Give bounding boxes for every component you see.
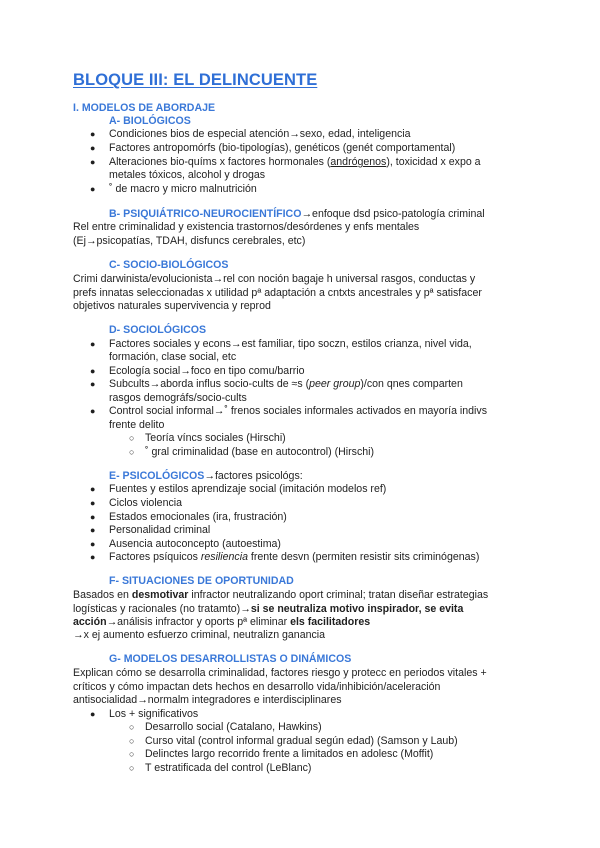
sub-list-item: Teoría víncs sociales (Hirschi) xyxy=(145,432,286,444)
bullet-icon: ● xyxy=(90,379,96,389)
bullet-icon: ● xyxy=(90,525,96,535)
circle-bullet-icon: ○ xyxy=(129,433,135,443)
sub-list-item: Curso vital (control informal gradual según edad) (Samson y Laub) xyxy=(145,735,458,747)
circle-bullet-icon: ○ xyxy=(129,763,135,773)
list-item: Ausencia autoconcepto (autoestima) xyxy=(109,538,281,550)
list-item: ˚ de macro y micro malnutrición xyxy=(109,183,257,195)
list-item: Ciclos violencia xyxy=(109,497,183,509)
paragraph-line: Explican cómo se desarrolla criminalidad, factores riesgo y protecc en periodos vitales + xyxy=(73,667,487,679)
paragraph-line: Rel entre criminalidad y existencia trastornos/desórdenes y enfs mentales xyxy=(73,221,420,233)
list-item: Factores sociales y econs→est familiar, tipo soczn, estilos crianza, nivel vida, xyxy=(109,338,472,350)
sub-list-item: T estratificada del control (LeBlanc) xyxy=(145,762,312,774)
circle-bullet-icon: ○ xyxy=(129,447,135,457)
heading-psicologicos: E- PSICOLÓGICOS→factores psicológs: xyxy=(109,470,303,482)
list-item-continuation: rasgos demográfs/socio-cults xyxy=(109,392,247,404)
list-item: Ecología social→foco en tipo comu/barrio xyxy=(109,365,305,377)
list-item: Fuentes y estilos aprendizaje social (imitación modelos ref) xyxy=(109,483,387,495)
paragraph-line: logísticas y racionales (no tratamto)→si se neutraliza motivo inspirador, se evita xyxy=(73,603,464,615)
bullet-icon: ● xyxy=(90,552,96,562)
paragraph-line: acción→análisis infractor y oports pª eliminar els facilitadores xyxy=(73,616,371,628)
bullet-icon: ● xyxy=(90,184,96,194)
sub-list-item: Desarrollo social (Catalano, Hawkins) xyxy=(145,721,322,733)
bullet-icon: ● xyxy=(90,484,96,494)
heading-biologicos: A- BIOLÓGICOS xyxy=(109,115,191,127)
list-item: Factores psíquicos resiliencia frente desvn (permiten resistir sits criminógenas) xyxy=(109,551,480,563)
list-item: Subcults→aborda influs socio-cults de ≈s (peer group)/con qnes comparten xyxy=(109,378,463,390)
list-item: Factores antropomórfs (bio-tipologías), genéticos (genét comportamental) xyxy=(109,142,456,154)
page-title: BLOQUE III: EL DELINCUENTE xyxy=(73,71,318,89)
bullet-icon: ● xyxy=(90,157,96,167)
heading-psiquiatrico: B- PSIQUIÁTRICO-NEUROCIENTÍFICO→enfoque dsd psico-patología criminal xyxy=(109,208,485,220)
bullet-icon: ● xyxy=(90,406,96,416)
paragraph-line: (Ej→psicopatías, TDAH, disfuncs cerebrales, etc) xyxy=(73,235,306,247)
list-item-continuation: frente delito xyxy=(109,419,165,431)
list-item-continuation: metales tóxicos, alcohol y drogas xyxy=(109,169,266,181)
paragraph-line: Basados en desmotivar infractor neutralizando oport criminal; tratan diseñar estrategias xyxy=(73,589,489,601)
list-item: Alteraciones bio-químs x factores hormonales (andrógenos), toxicidad x expo a xyxy=(109,156,481,168)
sub-list-item: Delinctes largo recorrido frente a limitados en adolesc (Moffit) xyxy=(145,748,434,760)
bullet-icon: ● xyxy=(90,512,96,522)
bullet-icon: ● xyxy=(90,366,96,376)
paragraph-line: prefs innatas seleccionadas x utilidad pª adaptación a cntxts ancestrales y pª satisfacer xyxy=(73,287,482,299)
heading-oportunidad: F- SITUACIONES DE OPORTUNIDAD xyxy=(109,575,294,587)
bullet-icon: ● xyxy=(90,339,96,349)
bullet-icon: ● xyxy=(90,539,96,549)
circle-bullet-icon: ○ xyxy=(129,722,135,732)
paragraph-line: críticos y cómo impactan dets hechos en desarrollo vida/inhibición/aceleración xyxy=(73,681,441,693)
circle-bullet-icon: ○ xyxy=(129,736,135,746)
list-item-continuation: formación, clase social, etc xyxy=(109,351,237,363)
list-item: Los + significativos xyxy=(109,708,199,720)
heading-sociologicos: D- SOCIOLÓGICOS xyxy=(109,324,207,336)
list-item: Personalidad criminal xyxy=(109,524,211,536)
list-item: Estados emocionales (ira, frustración) xyxy=(109,511,287,523)
heading-desarrollistas: G- MODELOS DESARROLLISTAS O DINÁMICOS xyxy=(109,653,352,665)
section-heading-models: I. MODELOS DE ABORDAJE xyxy=(73,102,216,114)
paragraph-line: →x ej aumento esfuerzo criminal, neutralizn ganancia xyxy=(73,629,326,641)
bullet-icon: ● xyxy=(90,143,96,153)
list-item: Condiciones bios de especial atención→sexo, edad, inteligencia xyxy=(109,128,411,140)
paragraph-line: Crimi darwinista/evolucionista→rel con noción bagaje h universal rasgos, conductas y xyxy=(73,273,476,285)
bullet-icon: ● xyxy=(90,129,96,139)
bullet-icon: ● xyxy=(90,498,96,508)
bullet-icon: ● xyxy=(90,709,96,719)
circle-bullet-icon: ○ xyxy=(129,749,135,759)
paragraph-line: antisocialidad→normalm integradores e interdisciplinares xyxy=(73,694,342,706)
sub-list-item: ˚ gral criminalidad (base en autocontrol) (Hirschi) xyxy=(145,446,375,458)
heading-socio-biologicos: C- SOCIO-BIOLÓGICOS xyxy=(109,259,229,271)
paragraph-line: objetivos naturales supervivencia y reprod xyxy=(73,300,271,312)
list-item: Control social informal→˚ frenos sociales informales activados en mayoría indivs xyxy=(109,405,487,417)
